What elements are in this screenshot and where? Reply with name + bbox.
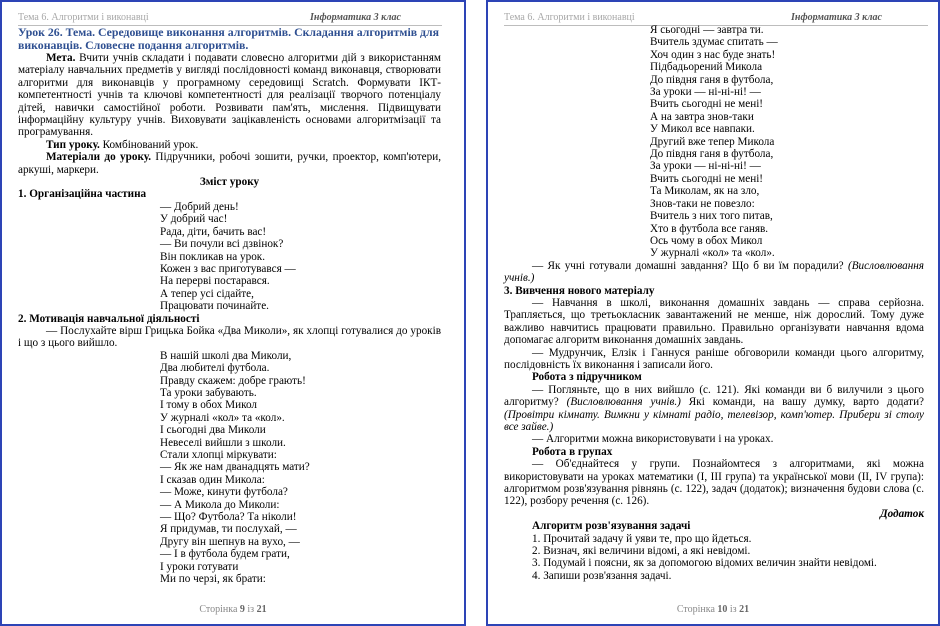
poem-line: Два любителі футбола. (160, 362, 270, 375)
footer-of: із (729, 604, 737, 615)
subheading: Робота в групах (532, 445, 613, 458)
footer-label: Сторінка (199, 604, 238, 615)
lesson-materials (18, 151, 441, 176)
poem-line: Ми по черзі, як брати: (160, 573, 266, 586)
poem-line: Я сьогодні — завтра ти. (650, 24, 764, 36)
poem-line: А тепер усі сідайте, (160, 287, 254, 300)
text: — Погляньте, що в них вийшло (с. 121). Які команди ви б вилучили з цього алгоритму? (504, 383, 924, 409)
poem-line: Та уроки забувають. (160, 386, 257, 399)
note: (Провітри кімнату. Вимкни у кімнаті радіо, телевізор, комп'ютер. Прибери зі столу все зайве.) (504, 408, 924, 433)
poem-line: Він покликав на урок. (160, 250, 266, 263)
lesson-title: Урок 26. Тема. Середовище виконання алгоритмів. Складання алгоритмів для виконавців. Словесне подання алгоритмів. (18, 25, 440, 52)
appendix-label: Додаток (879, 507, 924, 520)
poem-line: І сказав один Микола: (160, 473, 265, 486)
page-header-course: Інформатика 3 клас (791, 12, 882, 23)
poem-line: Вчить сьогодні не мені! (650, 172, 764, 185)
poem-line: Працювати починайте. (160, 300, 269, 313)
poem-line: Ось чому в обох Микол (650, 234, 763, 247)
footer-total-pages: 21 (739, 604, 750, 615)
document-page-9 (0, 0, 466, 626)
greeting-poem (160, 201, 441, 313)
poem-line: Вчить сьогодні не мені! (650, 98, 764, 111)
algorithm-title: Алгоритм розв'язування задачі (532, 520, 691, 533)
poem-line: — Ви почули всі дзвінок? (160, 238, 284, 251)
paragraph: — Послухайте вірш Грицька Бойка «Два Миколи», як хлопці готувалися до уроків і що з цього вийшло. (18, 324, 441, 350)
poem-line: І тому в обох Микол (160, 399, 258, 412)
footer-page-number: 10 (717, 604, 728, 615)
footer-of: із (247, 604, 255, 615)
poem-line: Знов-таки не повезло: (650, 197, 755, 210)
poem-line: Правду скажем: добре грають! (160, 374, 306, 387)
goal-text: Вчити учнів складати і подавати словесно алгоритми дій з використанням матеріалу навчальних предметів у вигляді послідовності команд виконавця, створювати алгоритми для виконавців у програмному середовищі Scratch. Формувати ІКТ-компетентності учнів та ключові компетентності для реалізації творчого потенціалу дітей, навички самостійної роботи. Розвивати пам'ять, мислення. Підвищувати інформаційну культуру учнів. Виховувати зацікавленість основами алгоритмізації та програмування. (18, 52, 441, 139)
poem-line: Я придумав, ти послухай, — (160, 523, 297, 536)
poem-line: Підбадьорений Микола (650, 61, 763, 74)
footer-label: Сторінка (676, 604, 715, 615)
poem-line: У журналі «кол» та «кол». (650, 247, 775, 260)
poem-line: — Може, кинути футбола? (160, 486, 288, 499)
poem-continuation (650, 24, 924, 260)
poem-line: Хто в футбола все ганяв. (650, 222, 769, 235)
page-footer (2, 604, 464, 615)
poem-line: До півдня ганя в футбола, (650, 148, 774, 161)
poem-line: Невеселі вийшли з школи. (160, 436, 286, 449)
algorithm-step: 4. Запиши розв'язання задачі. (532, 569, 672, 582)
lesson-type (18, 139, 441, 151)
poem-line: І уроки готувати (160, 560, 239, 573)
poem-two-mykolas (160, 350, 441, 586)
lesson-goal (18, 52, 441, 139)
page-header-topic: Тема 6. Алгоритми і виконавці (18, 12, 149, 23)
contents-heading: Зміст уроку (199, 176, 260, 189)
poem-line: — Як же нам дванадцять мати? (160, 461, 310, 474)
poem-line: У Микол все навпаки. (650, 123, 755, 136)
paragraph (504, 260, 924, 285)
page-body (18, 26, 441, 585)
poem-line: Кожен з вас приготувався — (160, 262, 296, 275)
algorithm-steps (504, 533, 924, 583)
question-note: (Висловлювання учнів.) (504, 259, 924, 285)
poem-line: Та Миколам, як на зло, (650, 185, 760, 198)
poem-line: За уроки — ні-ні-ні! — (650, 86, 761, 99)
poem-line: — А Микола до Миколи: (160, 498, 280, 511)
section-heading: 3. Вивчення нового матеріалу (504, 284, 655, 297)
paragraph: — Алгоритми можна використовувати і на уроках. (532, 433, 774, 446)
question-text: — Як учні готували домашні завдання? Що б ви їм порадили? (532, 259, 844, 272)
poem-line: Вчитель з них того питав, (650, 210, 773, 223)
poem-line: І сьогодні два Миколи (160, 424, 266, 437)
page-gutter (466, 0, 486, 626)
materials-label: Матеріали до уроку. (46, 151, 152, 164)
materials-text: Підручники, робочі зошити, ручки, проектор, комп'ютери, аркуші, маркери. (18, 151, 441, 176)
note: (Висловлювання учнів.) (566, 396, 681, 409)
paragraph (504, 384, 924, 434)
subheading: Робота з підручником (532, 371, 642, 384)
page-header-course: Інформатика 3 клас (310, 12, 401, 23)
poem-line: На перерві постарався. (160, 275, 270, 288)
type-label: Тип уроку. (46, 138, 100, 151)
poem-line: Хоч один з нас буде знать! (650, 48, 776, 61)
page-footer (488, 604, 938, 615)
type-text: Комбінований урок. (102, 138, 199, 151)
poem-line: До півдня ганя в футбола, (650, 73, 774, 86)
paragraph: — Мудрунчик, Елзік і Ганнуся раніше обговорили команди цього алгоритму, послідовність їх виконання і записали його. (504, 346, 924, 371)
poem-line: Вчитель здумає спитать — (650, 36, 778, 49)
text: Які команди, на вашу думку, варто додати? (688, 396, 925, 409)
section-heading: 2. Мотивація навчальної діяльності (18, 312, 200, 325)
poem-line: — Що? Футбола? Та ніколи! (160, 511, 297, 524)
algorithm-step: 2. Визнач, які величини відомі, а які невідомі. (532, 545, 751, 558)
algorithm-step: 3. Подумай і поясни, як за допомогою відомих величин знайти невідомі. (532, 557, 877, 570)
paragraph: — Об'єднайтеся у групи. Познайомтеся з алгоритмами, які можна використовувати на уроках математики (І, ІІІ група) та української мови (ІІ, IV група): алгоритмом розв'язування рівнянь (с. 122), задач (додаток); визначення будови слова (с. 122), розбору речення (с. 126). (504, 458, 924, 508)
poem-line: А на завтра знов-таки (650, 110, 754, 123)
poem-line: У журналі «кол» та «кол». (160, 411, 285, 424)
goal-label: Мета. (46, 52, 76, 64)
poem-line: У добрий час! (160, 213, 228, 226)
poem-line: — Добрий день! (160, 200, 239, 213)
footer-total-pages: 21 (256, 604, 267, 615)
algorithm-step: 1. Прочитай задачу й уяви те, про що йдеться. (532, 532, 752, 545)
poem-line: Рада, діти, бачить вас! (160, 225, 267, 238)
document-page-10 (486, 0, 940, 626)
section-heading: 1. Організаційна частина (18, 188, 147, 201)
poem-line: За уроки — ні-ні-ні! — (650, 160, 761, 173)
footer-page-number: 9 (239, 604, 245, 615)
poem-line: Другий вже тепер Микола (650, 135, 775, 148)
paragraph: — Навчання в школі, виконання домашніх завдань — справа серйозна. Трапляється, що третьокласник завантажений не менше, ніж дорослий. Тому дуже важливо навчитись працювати правильно. Правильно організувати навчання вдома допомагає алгоритм виконання домашніх завдань. (504, 296, 924, 347)
poem-line: — І в футбола будем грати, (160, 548, 290, 561)
poem-line: Стали хлопці міркувати: (160, 449, 277, 461)
page-body (504, 24, 924, 582)
poem-line: Другу він шепнув на вухо, — (160, 535, 300, 548)
poem-line: В нашій школі два Миколи, (160, 349, 292, 362)
page-header-topic: Тема 6. Алгоритми і виконавці (504, 12, 635, 23)
